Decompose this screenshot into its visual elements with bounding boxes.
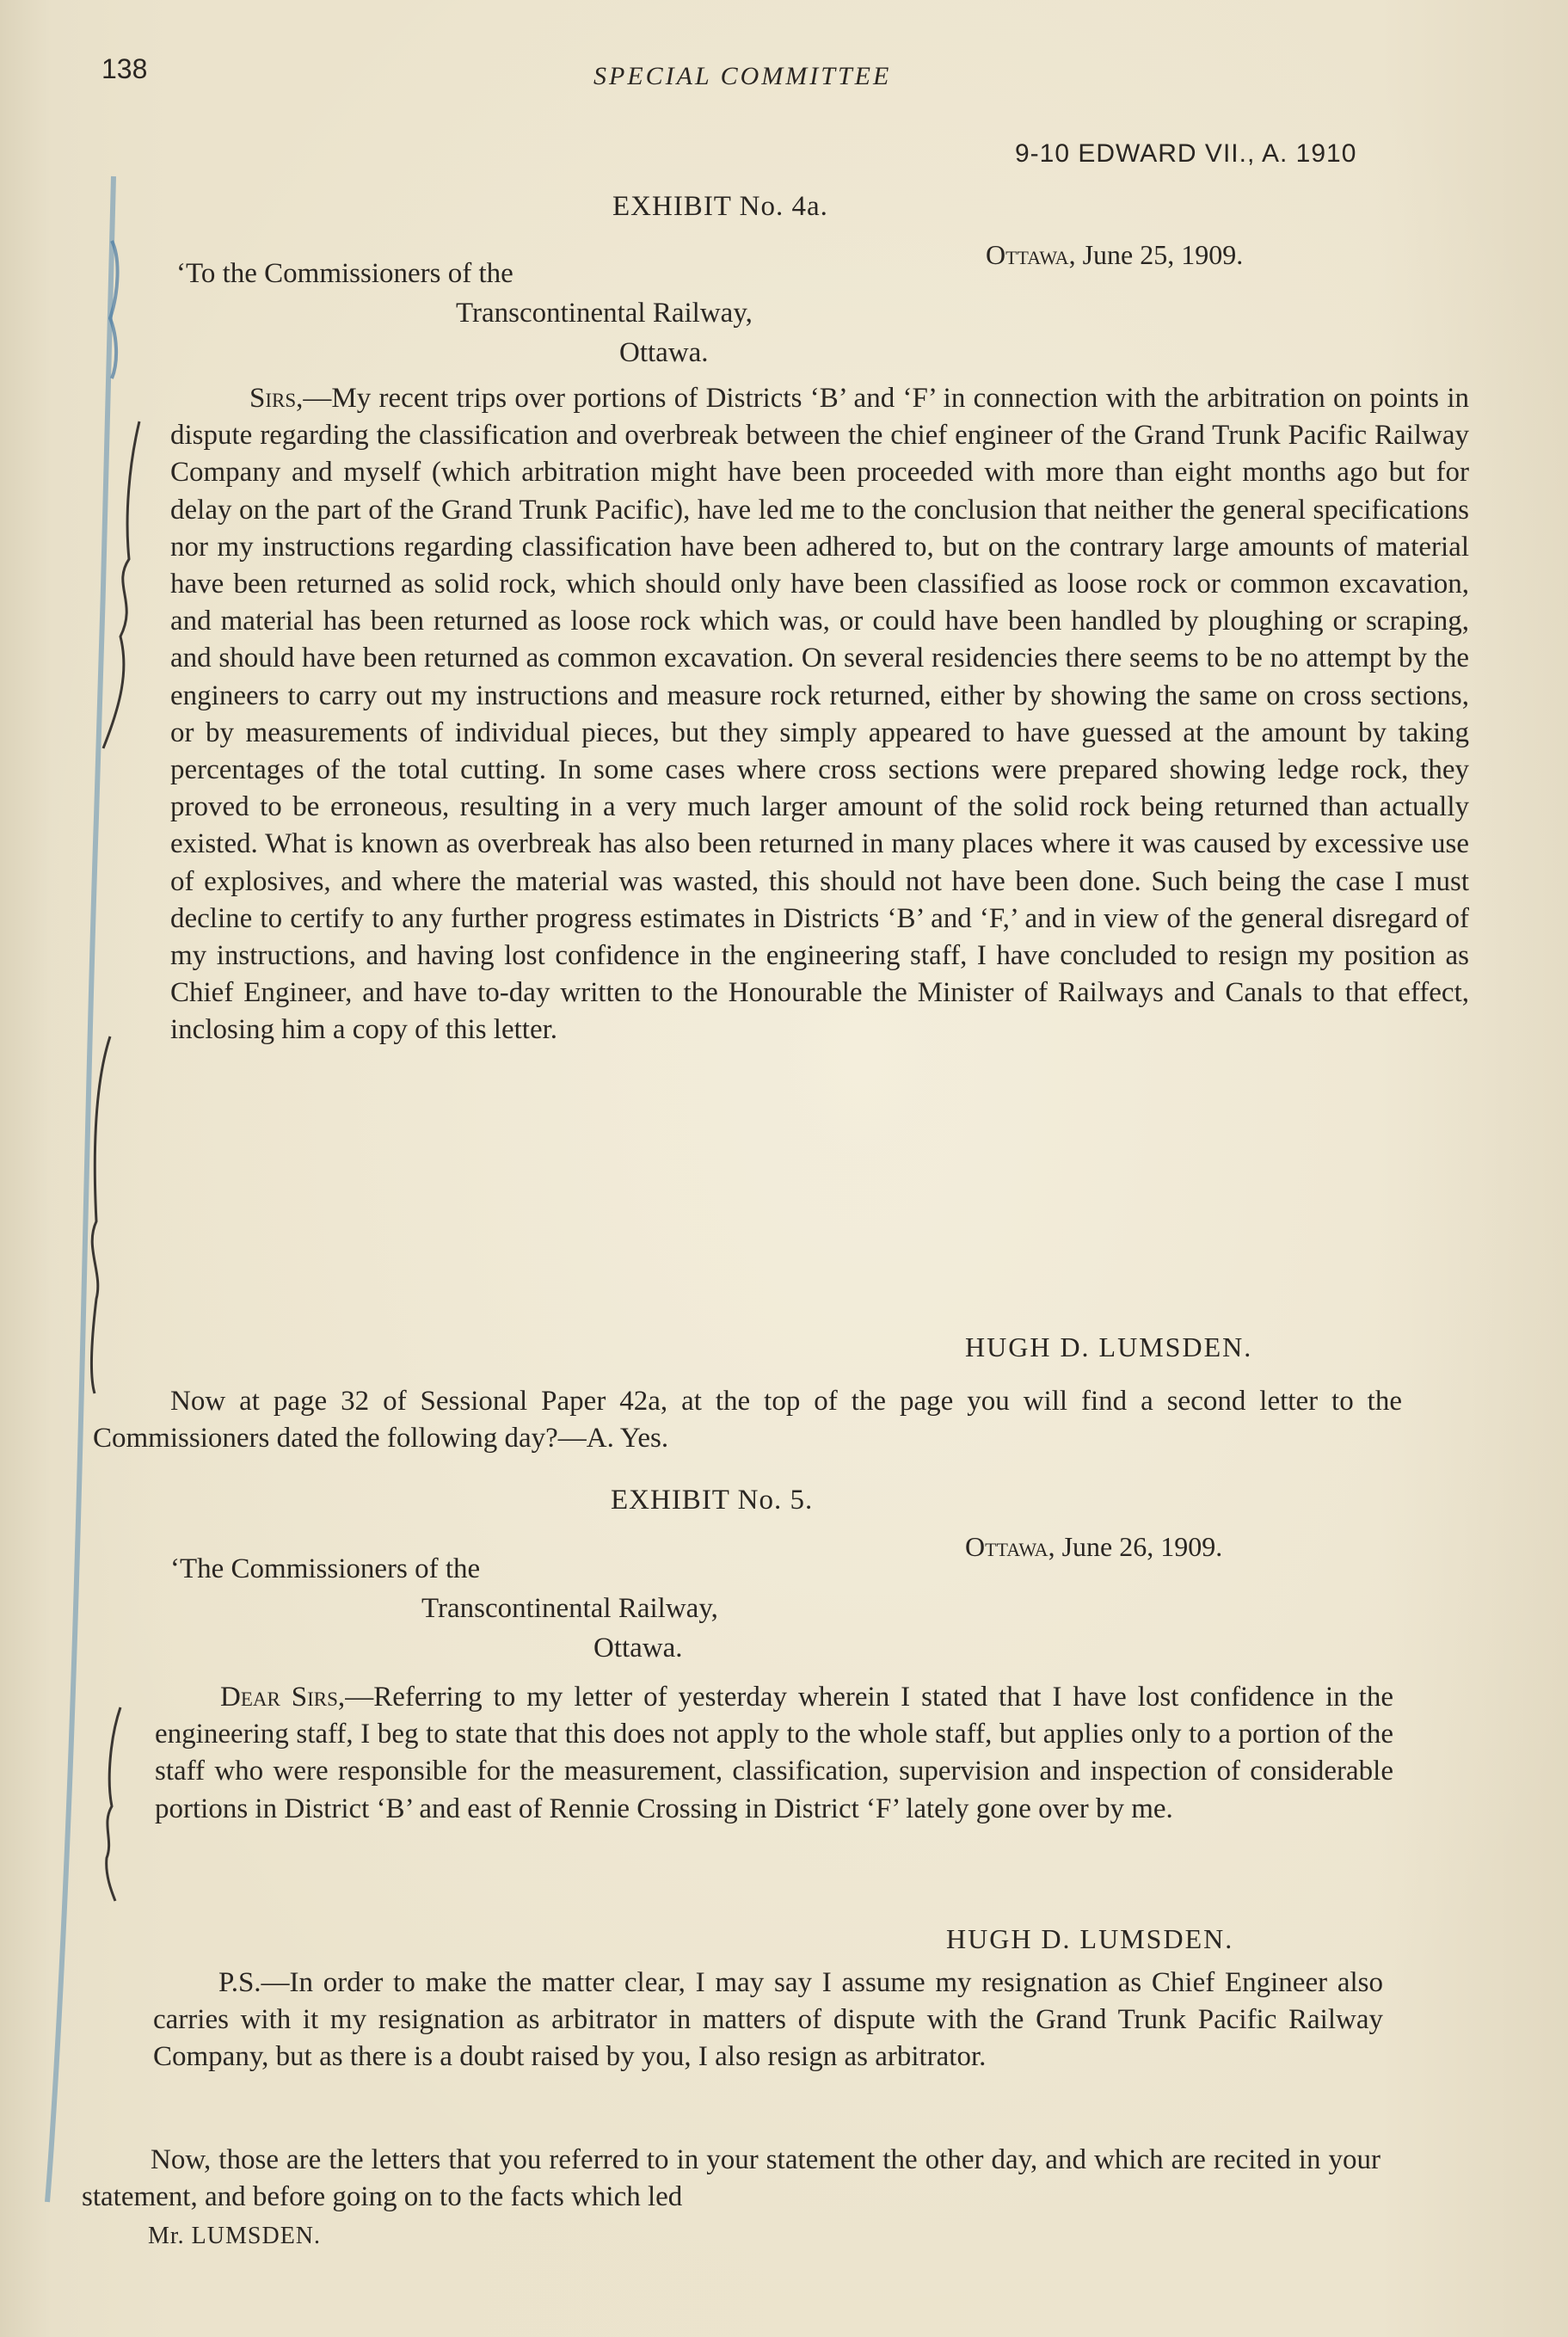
session-reference: 9-10 EDWARD VII., A. 1910 xyxy=(1015,139,1357,168)
exhibit-4a-address-line: ‘To the Commissioners of the xyxy=(176,258,513,289)
exhibit-5-dateline xyxy=(965,1531,1222,1563)
speaker-footer: Mr. LUMSDEN. xyxy=(148,2223,322,2249)
exhibit-5-postscript: P.S.—In order to make the matter clear, I may say I assume my resignation as Chief Engineer also carries with it my resignation as arbitrator in matters of dispute with the Grand Trunk Pacific Railway Company, but as there is a doubt raised by you, I also resign as arbitrator. xyxy=(153,1967,1383,2073)
exhibit-5-address-line: Transcontinental Railway, xyxy=(421,1593,718,1624)
page-number: 138 xyxy=(101,53,148,84)
bracket-mark xyxy=(107,1707,120,1901)
letter-text: —My recent trips over portions of Districts ‘B’ and ‘F’ in connection with the arbitration on points in dispute regarding the classification and overbreak between the chief engineer of the Grand Trunk Pacific Railway Company and myself (which arbitration might have been proceeded with more than eight months ago but for delay on the part of the Grand Trunk Pacific), have led me to the conclusion that neither the general specifications nor my instructions regarding classification have been adhered to, but on the contrary large amounts of material have been returned as solid rock, which should only have been classified as loose rock or common excavation, and material has been returned as loose rock which was, or could have been handled by ploughing or scraping, and should have been returned as common excavation. On several residencies there seems to be no attempt by the engineers to carry out my instructions and measure rock returned, either by showing the same on cross sections, or by measurements of individual pieces, but they simply appeared to have guessed at the amount by taking percentages of the total cutting. In some cases where cross sections were prepared showing ledge rock, they proved to be erroneous, resulting in a very much larger amount of the solid rock being returned than actually existed. What is known as overbreak has also been returned in many places where it was caused by excessive use of explosives, and where the material was wasted, this should not have been done. Such being the case I must decline to certify to any further progress estimates in Districts ‘B’ and ‘F,’ and in view of the general disregard of my instructions, and having lost confidence in the engineering staff, I have concluded to resign my position as Chief Engineer, and have to-day written to the Honourable the Minister of Railways and Canals to that effect, inclosing him a copy of this letter. xyxy=(170,383,1469,1046)
exhibit-5-address-line: Ottawa. xyxy=(593,1633,683,1664)
dateline-date: June 25, 1909. xyxy=(1082,239,1244,270)
closing-paragraph: Now, those are the letters that you referred to in your statement the other day, and which are recited in your statement, and before going on to the facts which led xyxy=(82,2144,1380,2213)
exhibit-5-signature: HUGH D. LUMSDEN. xyxy=(946,1923,1234,1954)
exhibit-4a-address-line: Ottawa. xyxy=(619,337,709,368)
blue-pencil-stroke xyxy=(47,176,114,2202)
salutation: Dear Sirs, xyxy=(220,1682,346,1713)
dateline-place: Ottawa, xyxy=(986,239,1076,270)
exhibit-4a-heading: EXHIBIT No. 4a. xyxy=(612,191,828,222)
exhibit-4a-dateline xyxy=(986,239,1243,271)
exhibit-4a-signature: HUGH D. LUMSDEN. xyxy=(965,1331,1253,1362)
running-title: SPECIAL COMMITTEE xyxy=(593,62,892,90)
letter-text: —Referring to my letter of yesterday wherein I stated that I have lost confidence in the engineering staff, I beg to state that this does not apply to the whole staff, but applies only to a portion of the staff who were responsible for the measurement, classification, supervision and inspection of considerable portions in District ‘B’ and east of Rennie Crossing in District ‘F’ lately gone over by me. xyxy=(155,1682,1393,1824)
exhibit-5-letter-body xyxy=(155,1679,1393,1828)
dateline-place: Ottawa, xyxy=(965,1531,1055,1562)
dateline-date: June 26, 1909. xyxy=(1061,1531,1223,1562)
question-paragraph: Now at page 32 of Sessional Paper 42a, at the top of the page you will find a second letter to the Commissioners dated the following day?—A. Yes. xyxy=(93,1386,1402,1454)
exhibit-5-heading: EXHIBIT No. 5. xyxy=(611,1485,814,1516)
exhibit-4a-letter-body xyxy=(170,380,1469,1049)
exhibit-5-address-line: ‘The Commissioners of the xyxy=(170,1553,481,1584)
bracket-mark xyxy=(91,1036,110,1393)
exhibit-4a-address-line: Transcontinental Railway, xyxy=(456,298,753,329)
salutation: Sirs, xyxy=(249,383,304,414)
